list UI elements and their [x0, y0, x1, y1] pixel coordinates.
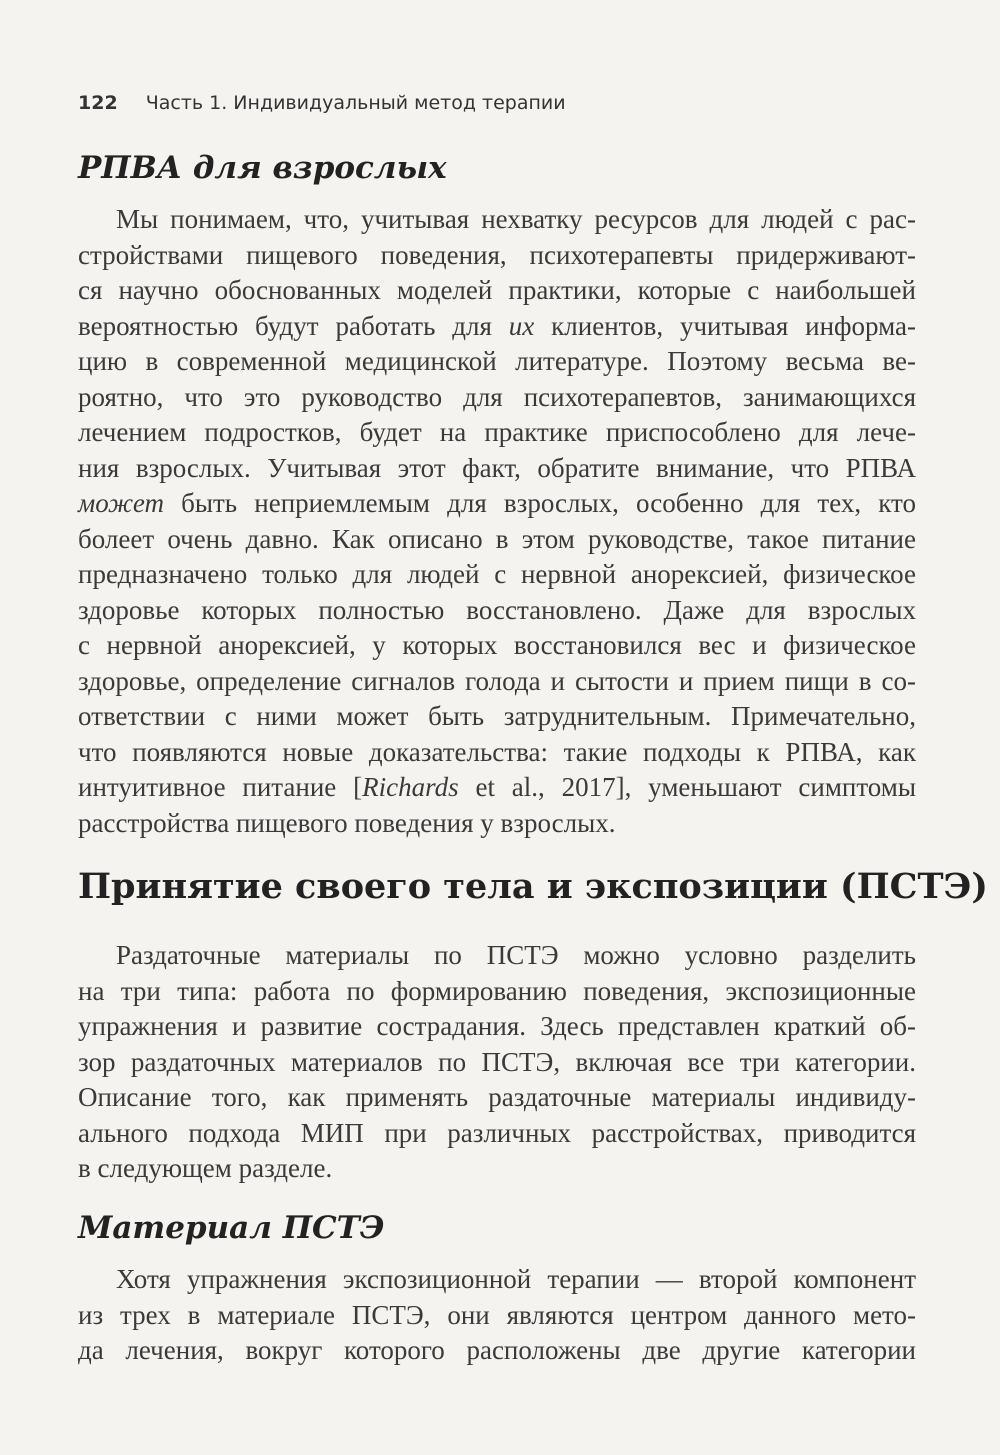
emphasis-text: может [78, 488, 164, 518]
section-heading-pste-material: Материал ПСТЭ [78, 1210, 385, 1246]
text-run: болеет очень давно. Как описано в этом руководстве, такое питание [78, 523, 916, 554]
text-line [78, 273, 916, 309]
emphasis-text: их [508, 310, 535, 341]
text-run: быть неприемлемым для взрослых, особенно для тех, кто [163, 488, 916, 518]
text-line [78, 238, 916, 274]
text-line [78, 699, 916, 735]
text-line [78, 1298, 916, 1334]
text-run: упражнения и развитие сострадания. Здесь представлен краткий об- [78, 1011, 916, 1041]
text-run: расстройства пищевого поведения у взрослых. [78, 807, 616, 838]
text-run: зор раздаточных материалов по ПСТЭ, включая все три категории. [78, 1046, 916, 1077]
text-line [78, 938, 916, 974]
text-line [78, 1333, 916, 1369]
text-run: цию в современной медицинской литературе. Поэтому весьма ве- [78, 346, 916, 376]
text-run: ния взрослых. Учитывая этот факт, обратите внимание, что РПВА [78, 452, 916, 483]
text-line [78, 974, 916, 1010]
text-run: предназначено только для людей с нервной анорексией, физическое [78, 559, 916, 589]
text-run: Описание того, как применять раздаточные материалы индивиду- [78, 1082, 916, 1112]
paragraph-pste-material [78, 1262, 916, 1369]
text-run: лечением подростков, будет на практике приспособлено для лече- [78, 417, 916, 447]
text-line [78, 557, 916, 593]
text-line [78, 344, 916, 380]
text-run: клиентов, учитывая информа- [534, 310, 916, 341]
text-run: что появляются новые доказательства: такие подходы к РПВА, как [78, 736, 916, 767]
section-heading-rpva-adults: РПВА для взрослых [78, 150, 447, 186]
text-line [78, 1116, 916, 1152]
running-title: Часть 1. Индивидуальный метод терапии [145, 92, 566, 114]
text-line [78, 202, 916, 238]
text-run: с нервной анорексией, у которых восстановился вес и физическое [78, 630, 916, 660]
text-line [78, 664, 916, 700]
text-run: Мы понимаем, что, учитывая нехватку ресурсов для людей с рас- [116, 204, 916, 234]
text-run: ального подхода МИП при различных расстройствах, приводится [78, 1117, 916, 1148]
text-line [78, 415, 916, 451]
chapter-heading-pste: Принятие своего тела и экспозиции (ПСТЭ) [78, 866, 988, 907]
text-line [78, 1262, 916, 1298]
text-run: Хотя упражнения экспозиционной терапии — второй компонент [116, 1264, 916, 1294]
text-run: стройствами пищевого поведения, психотерапевты придерживают- [78, 239, 916, 270]
text-run: ся научно обоснованных моделей практики, которые с наибольшей [78, 275, 916, 305]
text-run: Раздаточные материалы по ПСТЭ можно условно разделить [116, 940, 916, 970]
page-number: 122 [78, 92, 118, 114]
running-header [78, 92, 566, 114]
paragraph-pste-intro [78, 938, 916, 1187]
text-line [78, 593, 916, 629]
emphasis-text: Richards [362, 772, 459, 802]
text-line [78, 486, 916, 522]
text-run: в следующем разделе. [78, 1153, 333, 1183]
text-run: на три типа: работа по формированию поведения, экспозиционные [78, 975, 916, 1006]
text-run: ответствии с ними может быть затруднительным. Примечательно, [78, 701, 916, 731]
text-line [78, 380, 916, 416]
text-line [78, 309, 916, 345]
text-line [78, 735, 916, 771]
text-run: из трех в материале ПСТЭ, они являются центром данного мето- [78, 1299, 916, 1330]
text-line [78, 1080, 916, 1116]
text-run: здоровье которых полностью восстановлено. Даже для взрослых [78, 594, 916, 625]
text-line [78, 628, 916, 664]
text-run: вероятностью будут работать для [78, 310, 509, 341]
text-line [78, 770, 916, 806]
text-line [78, 451, 916, 487]
text-line [78, 1009, 916, 1045]
text-run: здоровье, определение сигналов голода и сытости и прием пищи в со- [78, 665, 916, 696]
text-line [78, 522, 916, 558]
text-run: et al., 2017], уменьшают симптомы [458, 772, 917, 802]
text-line [78, 1151, 916, 1187]
paragraph-rpva-adults [78, 202, 916, 841]
text-run: да лечения, вокруг которого расположены две другие категории [78, 1335, 916, 1365]
text-run: интуитивное питание [ [78, 772, 363, 802]
text-line [78, 806, 916, 842]
text-run: роятно, что это руководство для психотерапевтов, занимающихся [78, 381, 916, 412]
text-line [78, 1045, 916, 1081]
